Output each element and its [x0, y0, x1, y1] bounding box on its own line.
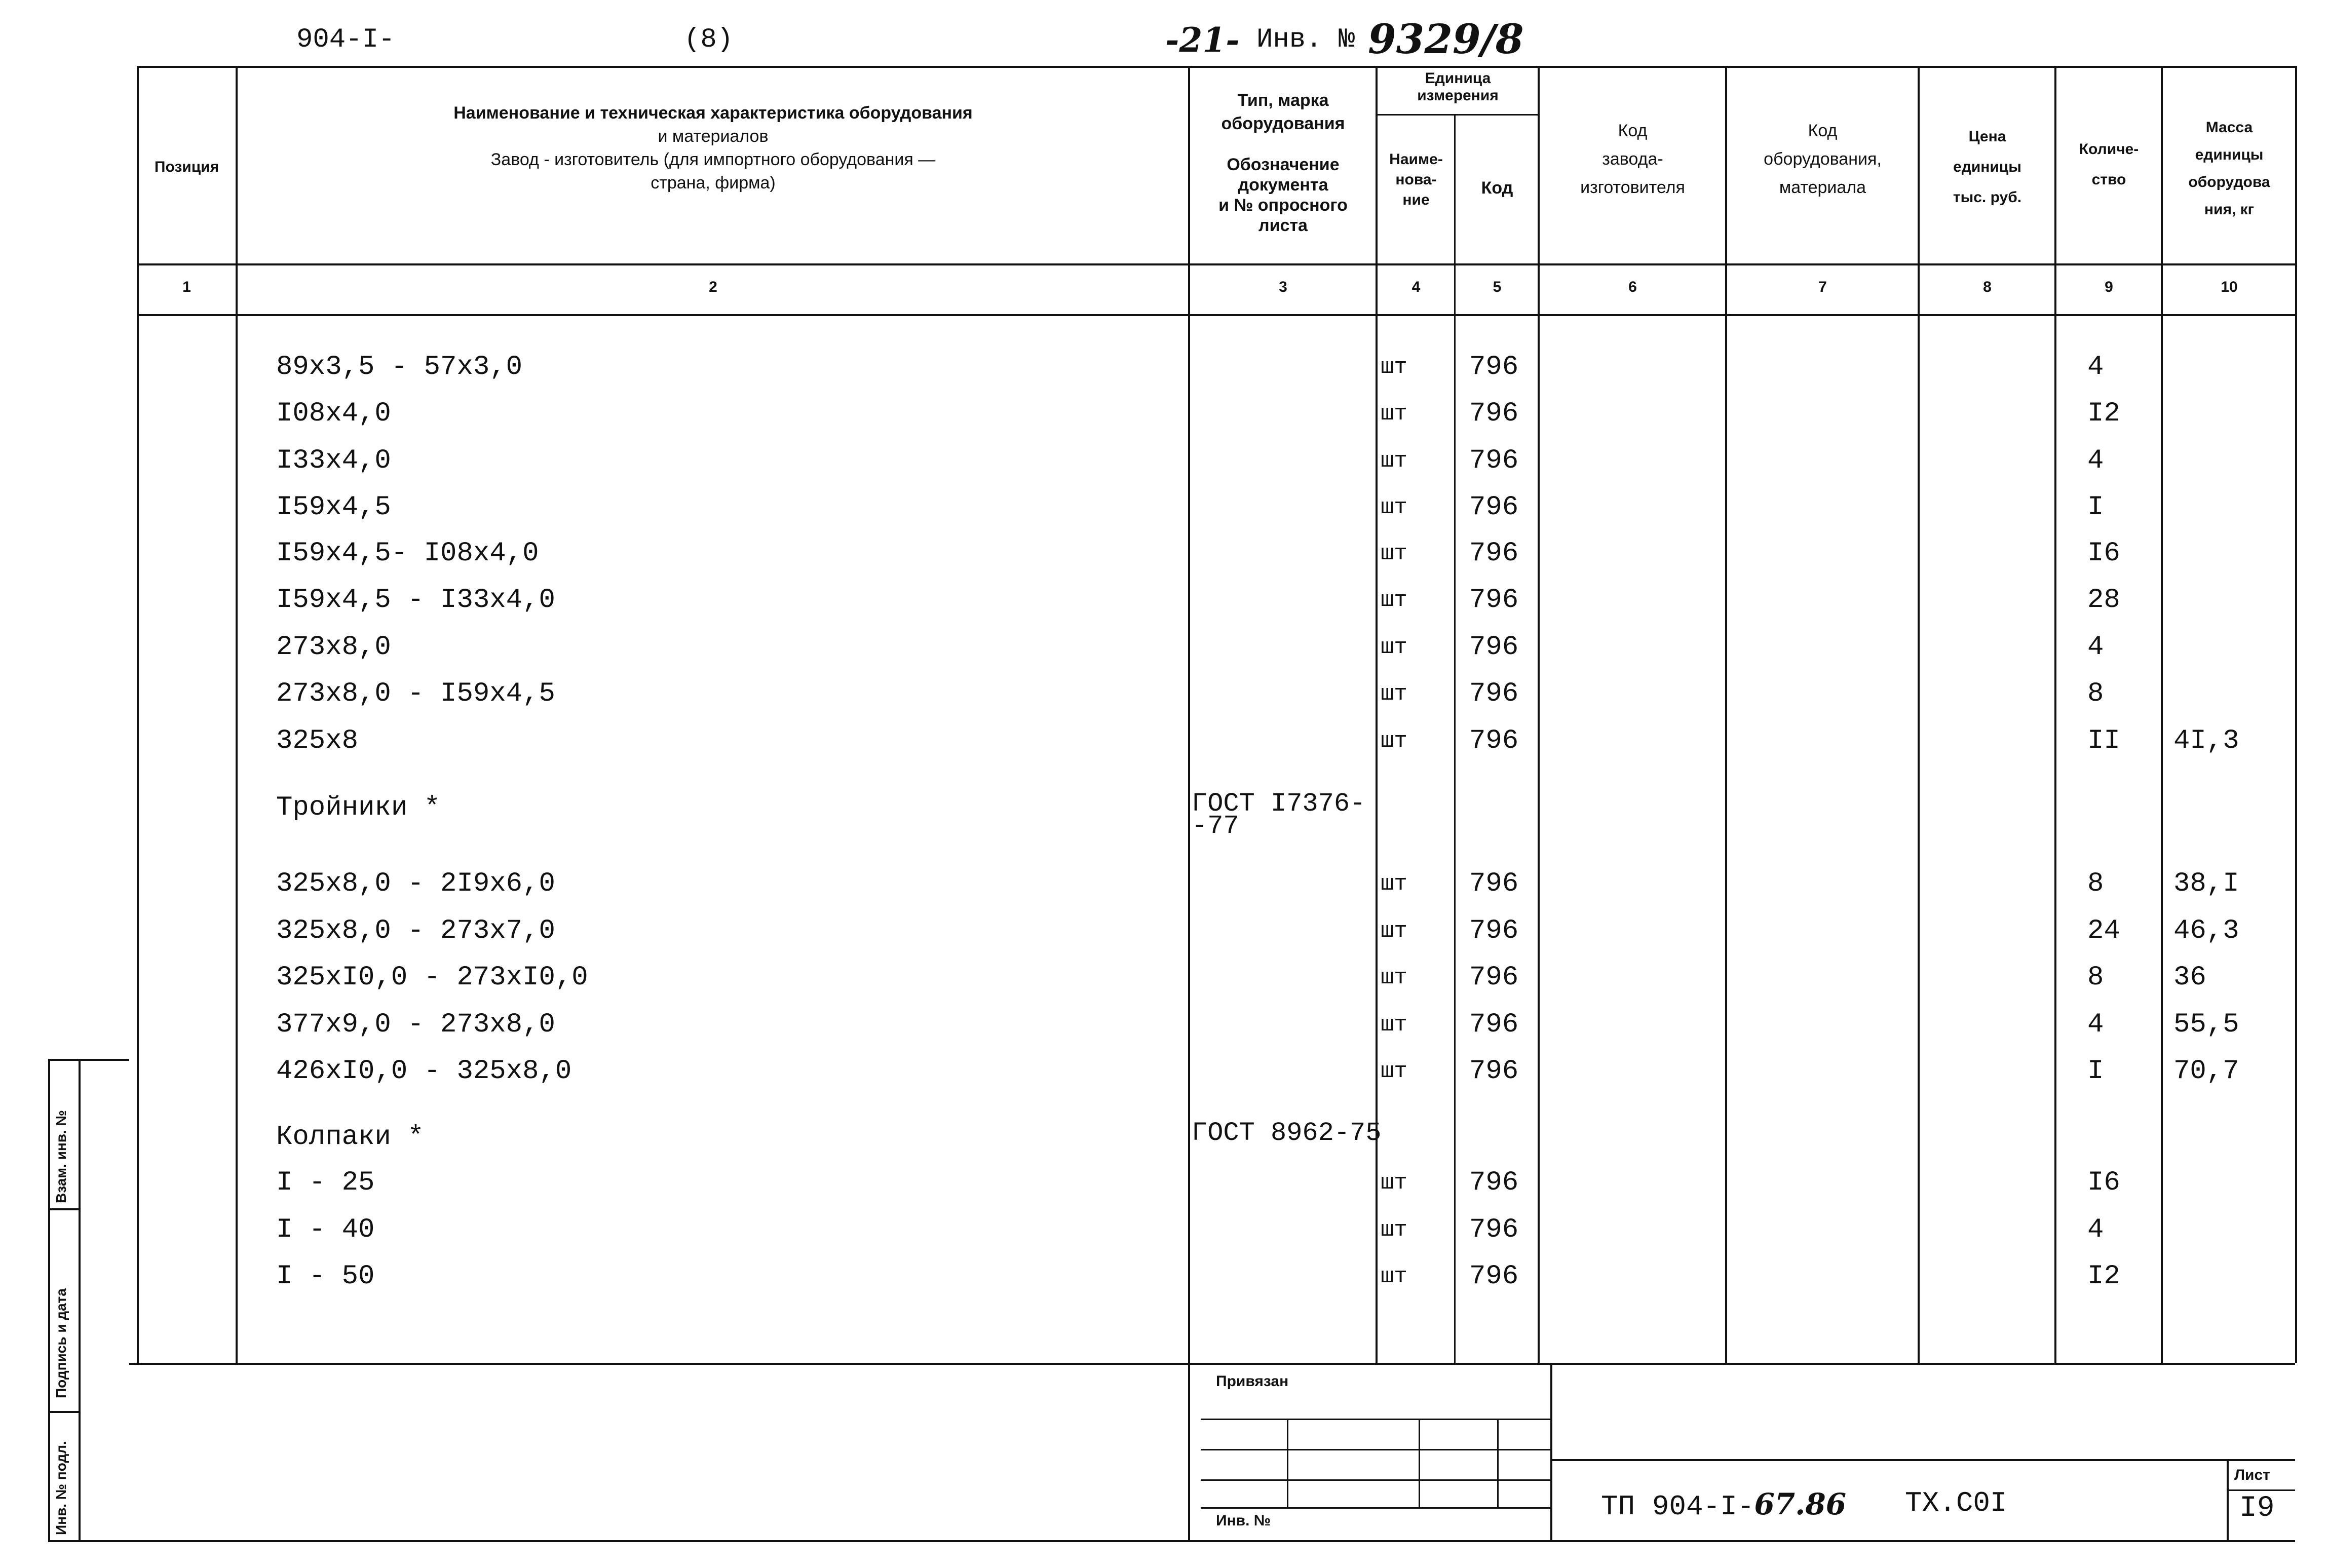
row-quantity: I	[2087, 492, 2104, 523]
colnum-5: 5	[1493, 279, 1502, 295]
row-name: 89x3,5 - 57x3,0	[276, 352, 523, 383]
row-quantity: I	[2087, 1056, 2104, 1087]
colnum-9: 9	[2105, 279, 2113, 295]
row-unit: шт	[1381, 355, 1407, 380]
row-name: I - 40	[276, 1214, 375, 1245]
row-code: 796	[1469, 445, 1519, 476]
side-signature-date: Подпись и дата	[53, 1288, 69, 1398]
document-mark: ТХ.С0I	[1905, 1487, 2007, 1519]
row-name: Тройники *	[276, 792, 441, 823]
colnum-4: 4	[1411, 279, 1421, 295]
row-mass: 70,7	[2173, 1056, 2239, 1087]
header-equipment-code: Код оборудования, материала	[1764, 121, 1882, 197]
colnum-8: 8	[1983, 279, 1992, 295]
sheet-number: I9	[2239, 1492, 2275, 1525]
row-quantity: II	[2087, 725, 2120, 756]
row-unit: шт	[1381, 965, 1407, 990]
row-quantity: 4	[2087, 1009, 2104, 1040]
row-name: I59x4,5	[276, 492, 391, 523]
row-unit: шт	[1381, 448, 1407, 474]
header-type: Тип, марка оборудования	[1221, 91, 1345, 133]
page-mark: -21-	[1165, 20, 1240, 60]
row-unit: шт	[1381, 681, 1407, 707]
row-unit: шт	[1381, 729, 1407, 754]
header-unit-name: Наиме- нова- ние	[1389, 151, 1443, 208]
row-code: 796	[1469, 1009, 1519, 1040]
colnum-2: 2	[709, 279, 717, 295]
row-code: 796	[1469, 398, 1519, 429]
header-mass: Масса единицы оборудова ния, кг	[2188, 119, 2270, 218]
row-code: 796	[1469, 725, 1519, 756]
row-name: I - 50	[276, 1261, 375, 1292]
row-unit: шт	[1381, 1059, 1407, 1084]
row-unit: шт	[1381, 871, 1407, 897]
row-code: 796	[1469, 585, 1519, 616]
header-position: Позиция	[154, 159, 219, 175]
header-unit-group: Единица измерения	[1417, 70, 1499, 104]
series-number: (8)	[684, 24, 734, 55]
row-quantity: I6	[2087, 538, 2120, 569]
row-unit: шт	[1381, 1217, 1407, 1243]
row-quantity: 28	[2087, 585, 2120, 616]
row-name: 426xI0,0 - 325x8,0	[276, 1056, 572, 1087]
row-unit: шт	[1381, 1012, 1407, 1038]
colnum-6: 6	[1628, 279, 1637, 295]
header-document: Обозначение документа и № опросного листа	[1218, 155, 1348, 235]
row-code: 796	[1469, 492, 1519, 523]
row-name: I59x4,5- I08x4,0	[276, 538, 539, 569]
header-factory-code: Код завода- изготовителя	[1580, 121, 1685, 197]
series-code: 904-I-	[296, 24, 395, 55]
header-price: Цена единицы тыс. руб.	[1953, 128, 2022, 206]
row-quantity: 4	[2087, 1214, 2104, 1245]
row-code: 796	[1469, 868, 1519, 899]
row-document: ГОСТ 8962-75	[1192, 1118, 1382, 1148]
row-document: ГОСТ I7376- -77	[1192, 789, 1366, 841]
row-name: Колпаки *	[276, 1122, 424, 1153]
row-unit: шт	[1381, 1170, 1407, 1196]
header-name: Наименование и техническая характеристика оборудования и материалов Завод - изготовитель (для импортного оборудования — страна, фирма)	[453, 103, 973, 193]
row-unit: шт	[1381, 588, 1407, 613]
row-quantity: 4	[2087, 352, 2104, 383]
row-name: 325x8,0 - 273x7,0	[276, 915, 555, 946]
row-code: 796	[1469, 632, 1519, 663]
row-code: 796	[1469, 538, 1519, 569]
row-quantity: 8	[2087, 678, 2104, 709]
row-name: 273x8,0	[276, 632, 391, 663]
row-quantity: 4	[2087, 632, 2104, 663]
row-code: 796	[1469, 1056, 1519, 1087]
row-quantity: I6	[2087, 1167, 2120, 1198]
inventory-label: Инв. №	[1256, 24, 1355, 55]
row-mass: 55,5	[2173, 1009, 2239, 1040]
row-unit: шт	[1381, 1264, 1407, 1289]
row-unit: шт	[1381, 541, 1407, 566]
sheet-label: Лист	[2234, 1467, 2270, 1483]
row-quantity: I2	[2087, 1261, 2120, 1292]
row-unit: шт	[1381, 919, 1407, 944]
side-original-inventory: Инв. № подл.	[53, 1441, 69, 1535]
row-quantity: 24	[2087, 915, 2120, 946]
row-name: I - 25	[276, 1167, 375, 1198]
row-code: 796	[1469, 1167, 1519, 1198]
row-name: 325x8	[276, 725, 359, 756]
header-quantity: Количе- ство	[2079, 141, 2139, 188]
row-mass: 36	[2173, 962, 2206, 993]
row-code: 796	[1469, 352, 1519, 383]
row-name: 273x8,0 - I59x4,5	[276, 678, 555, 709]
inventory-number: 9329/8	[1368, 15, 1524, 63]
row-code: 796	[1469, 678, 1519, 709]
row-unit: шт	[1381, 495, 1407, 520]
row-unit: шт	[1381, 635, 1407, 660]
row-quantity: 8	[2087, 962, 2104, 993]
colnum-1: 1	[182, 279, 191, 295]
row-name: I59x4,5 - I33x4,0	[276, 585, 555, 616]
row-quantity: I2	[2087, 398, 2120, 429]
row-name: 325x8,0 - 2I9x6,0	[276, 868, 555, 899]
row-code: 796	[1469, 962, 1519, 993]
row-mass: 46,3	[2173, 915, 2239, 946]
row-name: 325xI0,0 - 273xI0,0	[276, 962, 588, 993]
left-border	[137, 66, 139, 1363]
row-name: I33x4,0	[276, 445, 391, 476]
document-code: ТП 904-I-67.86	[1601, 1487, 1847, 1523]
row-mass: 38,I	[2173, 868, 2239, 899]
tied-label: Привязан	[1216, 1373, 1289, 1390]
colnum-7: 7	[1818, 279, 1827, 295]
row-quantity: 8	[2087, 868, 2104, 899]
inventory-no-label: Инв. №	[1216, 1512, 1271, 1529]
header-unit-code: Код	[1481, 178, 1513, 198]
row-mass: 4I,3	[2173, 725, 2239, 756]
side-replace-inventory: Взам. инв. №	[53, 1110, 69, 1203]
row-unit: шт	[1381, 401, 1407, 427]
row-quantity: 4	[2087, 445, 2104, 476]
row-name: 377x9,0 - 273x8,0	[276, 1009, 555, 1040]
row-name: I08x4,0	[276, 398, 391, 429]
colnum-10: 10	[2221, 279, 2238, 295]
row-code: 796	[1469, 1261, 1519, 1292]
row-code: 796	[1469, 1214, 1519, 1245]
colnum-3: 3	[1279, 279, 1287, 295]
row-code: 796	[1469, 915, 1519, 946]
